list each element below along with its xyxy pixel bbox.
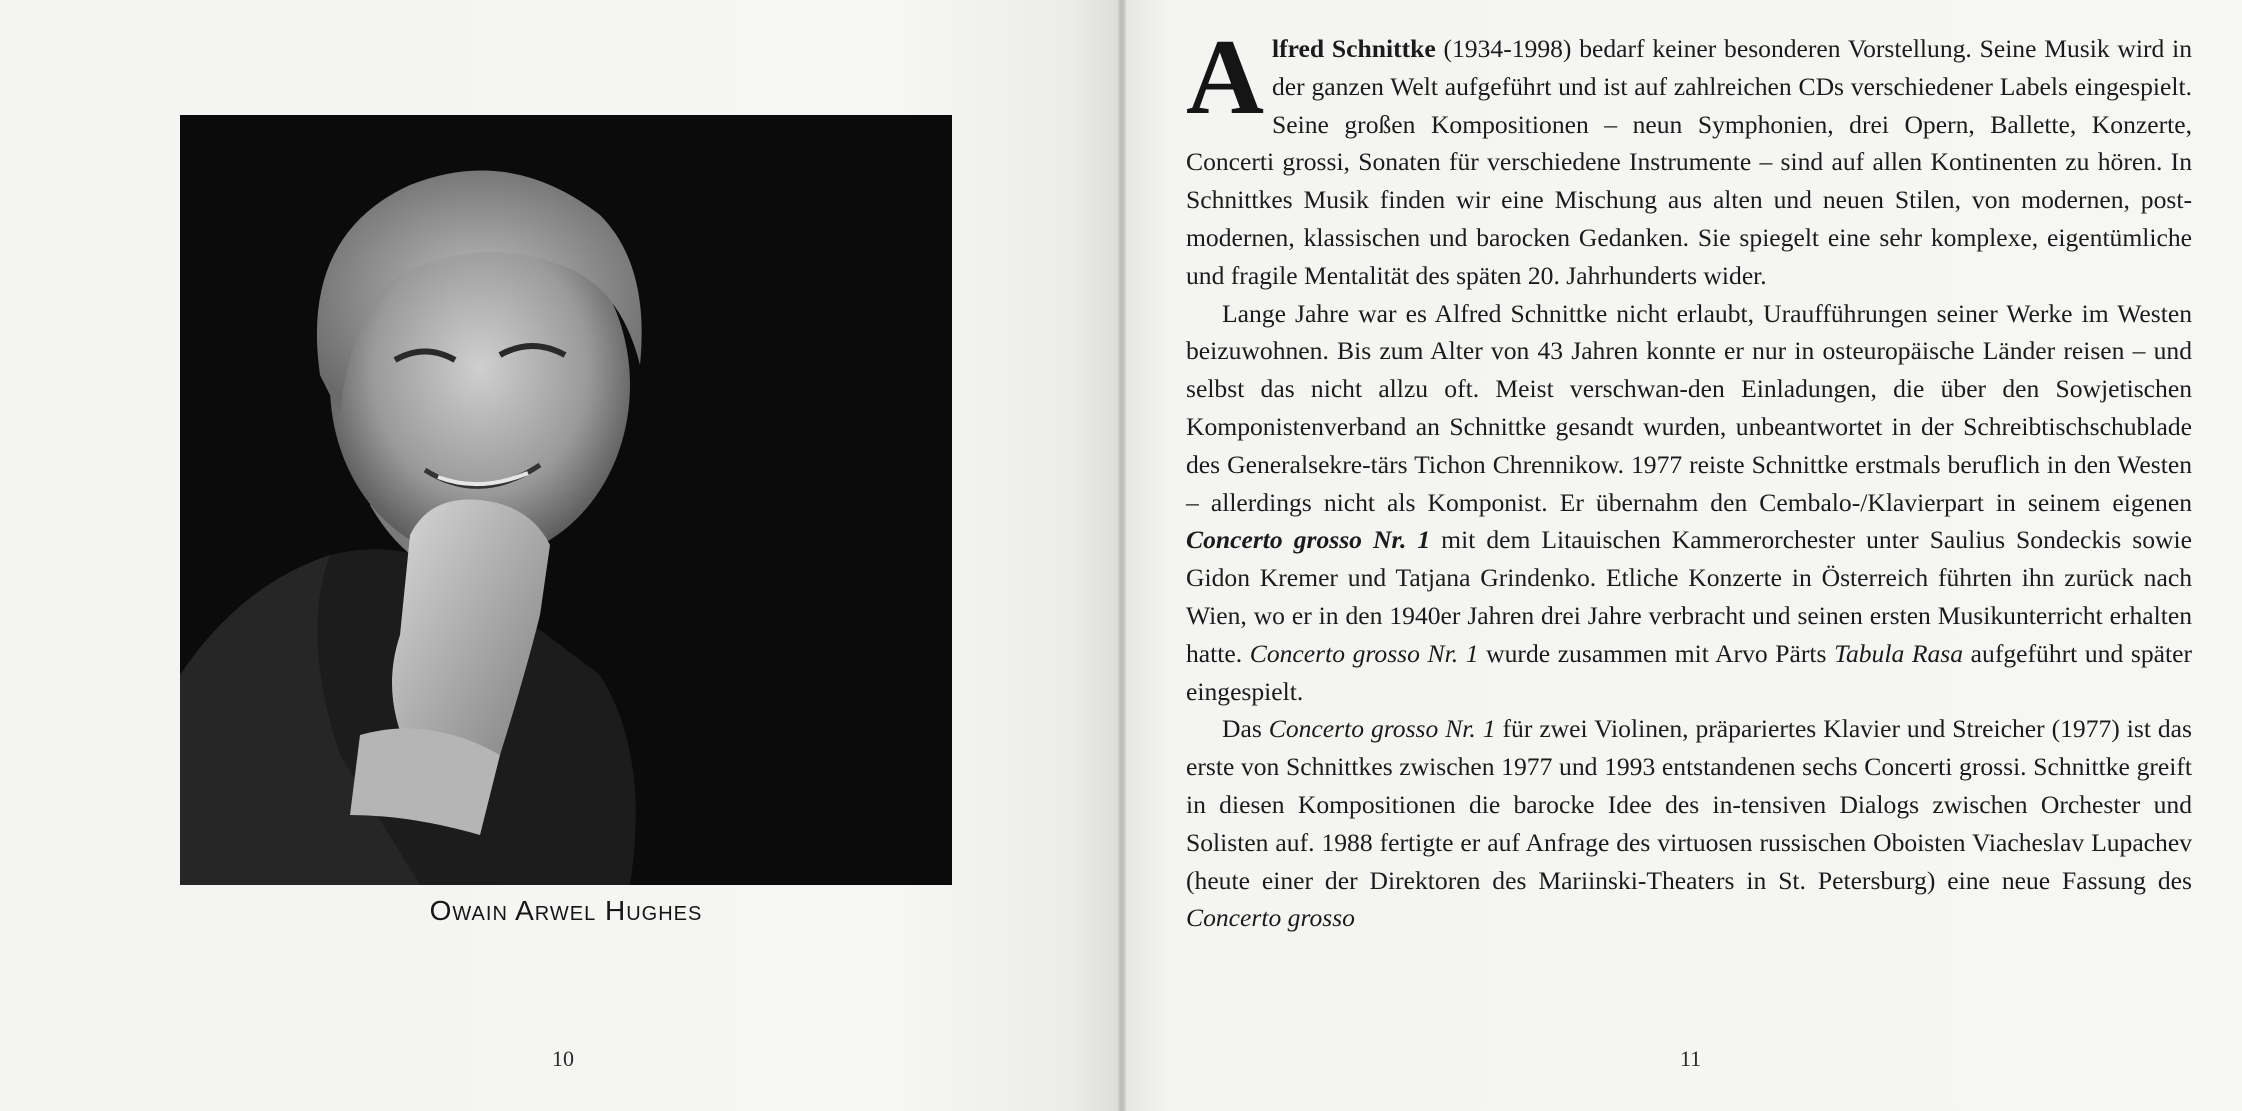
body-text [1186,18,2193,937]
portrait-illustration [180,115,952,885]
paragraph-1 [1186,18,2193,295]
work-title: Concerto grosso [1186,903,1355,933]
portrait-photo [180,115,952,885]
work-title: Tabula Rasa [1834,638,1964,668]
work-title: Concerto grosso Nr. 1 [1268,714,1496,744]
paragraph-2 [1186,295,2192,711]
page-number-right: 11 [1680,1046,1702,1071]
photo-caption: Owain Arwel Hughes [429,895,703,926]
paragraph-1-text: (1934-1998) bedarf keiner besonderen Vorstellung. Seine Musik wird in der ganzen Welt aufgeführt und ist auf zahlreichen CDs verschiedener Labels eingespielt. Seine großen Kompositionen – neun Symphonien, drei Opern, Ballette, Konzerte, Concerti grossi, Sonaten für verschiedene Instrumente – sind auf allen Kontinenten zu hören. In Schnittkes Musik finden wir eine Mischung aus alten und neuen Stilen, von modernen, post-modernen, klassischen und barocken Gedanken. Sie spiegelt eine sehr komplexe, eigentümliche und fragile Mentalität des späten 20. Jahrhunderts wider. [1186,34,2193,290]
work-title: Concerto grosso Nr. 1 [1249,638,1479,668]
paragraph-3-text-a: Das [1222,714,1269,744]
drop-cap: A [1186,18,1264,137]
work-title: Concerto grosso Nr. 1 [1186,525,1431,555]
book-gutter [1118,0,1126,1111]
page-number-left: 10 [552,1046,574,1071]
left-page [0,0,1118,1111]
paragraph-3 [1186,710,2192,937]
paragraph-2-text-b: mit dem Litauischen Kammerorchester unter Saulius Sondeckis sowie Gidon Kremer und Tatjana Grindenko. Etliche Konzerte in Österreich führten ihn zurück nach Wien, wo er in den 1940er Jahren drei Jahre verbracht und seinen ersten Musikunterricht erhalten hatte. [1186,525,2192,668]
composer-name: lfred Schnittke [1272,34,1436,63]
paragraph-2-text-a: Lange Jahre war es Alfred Schnittke nicht erlaubt, Uraufführungen seiner Werke im Westen beizuwohnen. Bis zum Alter von 43 Jahren konnte er nur in osteuropäische Länder reisen – und selbst das nicht allzu oft. Meist verschwan-den Einladungen, die über den Sowjetischen Komponistenverband an Schnittke gesandt wurden, unbeantwortet in der Schreibtischschublade des Generalsekre-tärs Tichon Chrennikow. 1977 reiste Schnittke erstmals beruflich in den Westen – allerdings nicht als Komponist. Er übernahm den Cembalo-/Klavierpart in seinem eigenen [1186,298,2192,517]
paragraph-2-text-c: wurde zusammen mit Arvo Pärts [1478,638,1835,668]
paragraph-2-text-d: aufgeführt und später eingespielt. [1186,638,2192,706]
paragraph-3-text-b: für zwei Violinen, präpariertes Klavier und Streicher (1977) ist das erste von Schnittkes zwischen 1977 und 1993 entstandenen sechs Concerti grossi. Schnittke greift in diesen Kompositionen die barocke Idee des in-tensiven Dialogs zwischen Orchester und Solisten auf. 1988 fertigte er auf Anfrage des virtuosen russischen Oboisten Viacheslav Lupachev (heute einer der Direktoren des Mariinski-Theaters in St. Petersburg) eine neue Fassung des [1186,714,2192,895]
